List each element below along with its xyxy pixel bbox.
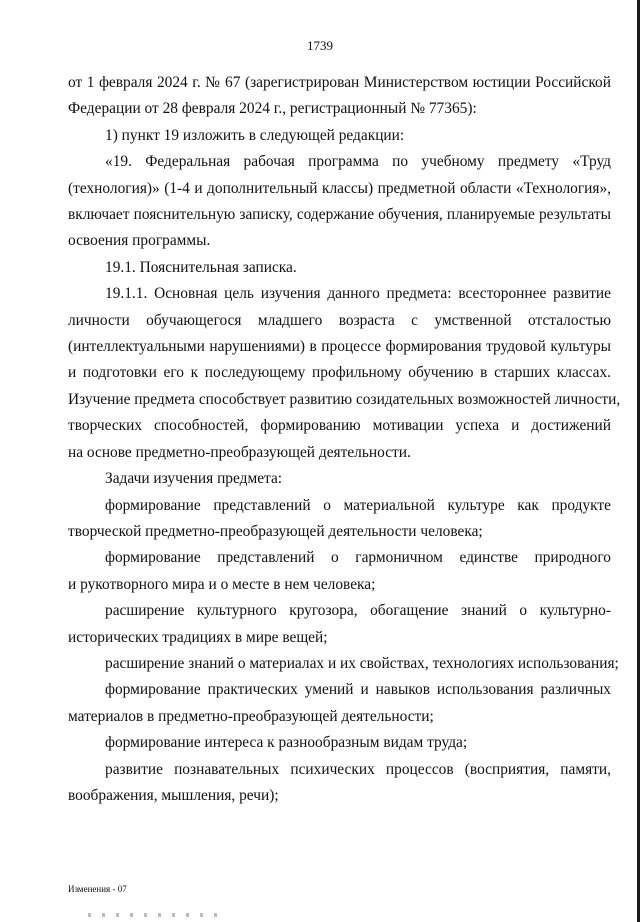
text-line: освоения программы.: [68, 232, 211, 250]
text-line: развитие познавательных психических процессов (восприятия, памяти,: [105, 760, 611, 778]
text-line: и рукотворного мира и о месте в нем человека;: [68, 575, 376, 593]
text-line: (технология)» (1-4 и дополнительный классы) предметной области «Технология»,: [68, 179, 611, 197]
text-line: материалов в предметно-преобразующей деятельности;: [68, 707, 434, 725]
text-line: формирование практических умений и навыков использования различных: [105, 681, 611, 699]
text-line: (интеллектуальными нарушениями) в процессе формирования трудовой культуры: [68, 338, 611, 356]
text-line: формирование интереса к разнообразным видам труда;: [105, 734, 468, 752]
text-line: Задачи изучения предмета:: [105, 470, 283, 488]
text-line: 19.1. Пояснительная записка.: [105, 258, 297, 276]
text-line: 19.1.1. Основная цель изучения данного предмета: всестороннее развитие: [105, 285, 611, 303]
text-line: творческих способностей, формированию мотивации успеха и достижений: [68, 417, 611, 435]
text-line: воображения, мышления, речи);: [68, 786, 279, 804]
text-line: расширение знаний о материалах и их свойствах, технологиях использования;: [105, 654, 619, 672]
text-line: творческой предметно-преобразующей деятельности человека;: [68, 522, 483, 540]
text-line: личности обучающегося младшего возраста с умственной отсталостью: [68, 311, 611, 329]
text-line: исторических традициях в мире вещей;: [68, 628, 328, 646]
text-line: и подготовки его к последующему профильному обучению в старших классах.: [68, 364, 611, 382]
text-line: формирование представлений о материальной культуре как продукте: [105, 496, 611, 514]
text-line: от 1 февраля 2024 г. № 67 (зарегистрирован Министерством юстиции Российской: [68, 74, 611, 91]
scan-artifact: [88, 913, 228, 917]
text-line: на основе предметно-преобразующей деятельности.: [68, 443, 411, 461]
text-line: включает пояснительную записку, содержание обучения, планируемые результаты: [68, 206, 611, 224]
page-number: 1739: [307, 38, 333, 53]
document-body: [68, 70, 621, 809]
text-line: 1) пункт 19 изложить в следующей редакции:: [105, 126, 405, 144]
footer-note: Изменения - 07: [68, 884, 127, 894]
text-line: «19. Федеральная рабочая программа по учебному предмету «Труд: [105, 153, 611, 171]
text-line: Изучение предмета способствует развитию созидательных возможностей личности,: [68, 390, 621, 408]
text-line: расширение культурного кругозора, обогащение знаний о культурно-: [105, 602, 611, 620]
text-line: формирование представлений о гармоничном единстве природного: [105, 549, 611, 567]
text-line: Федерации от 28 февраля 2024 г., регистрационный № 77365):: [68, 100, 477, 118]
